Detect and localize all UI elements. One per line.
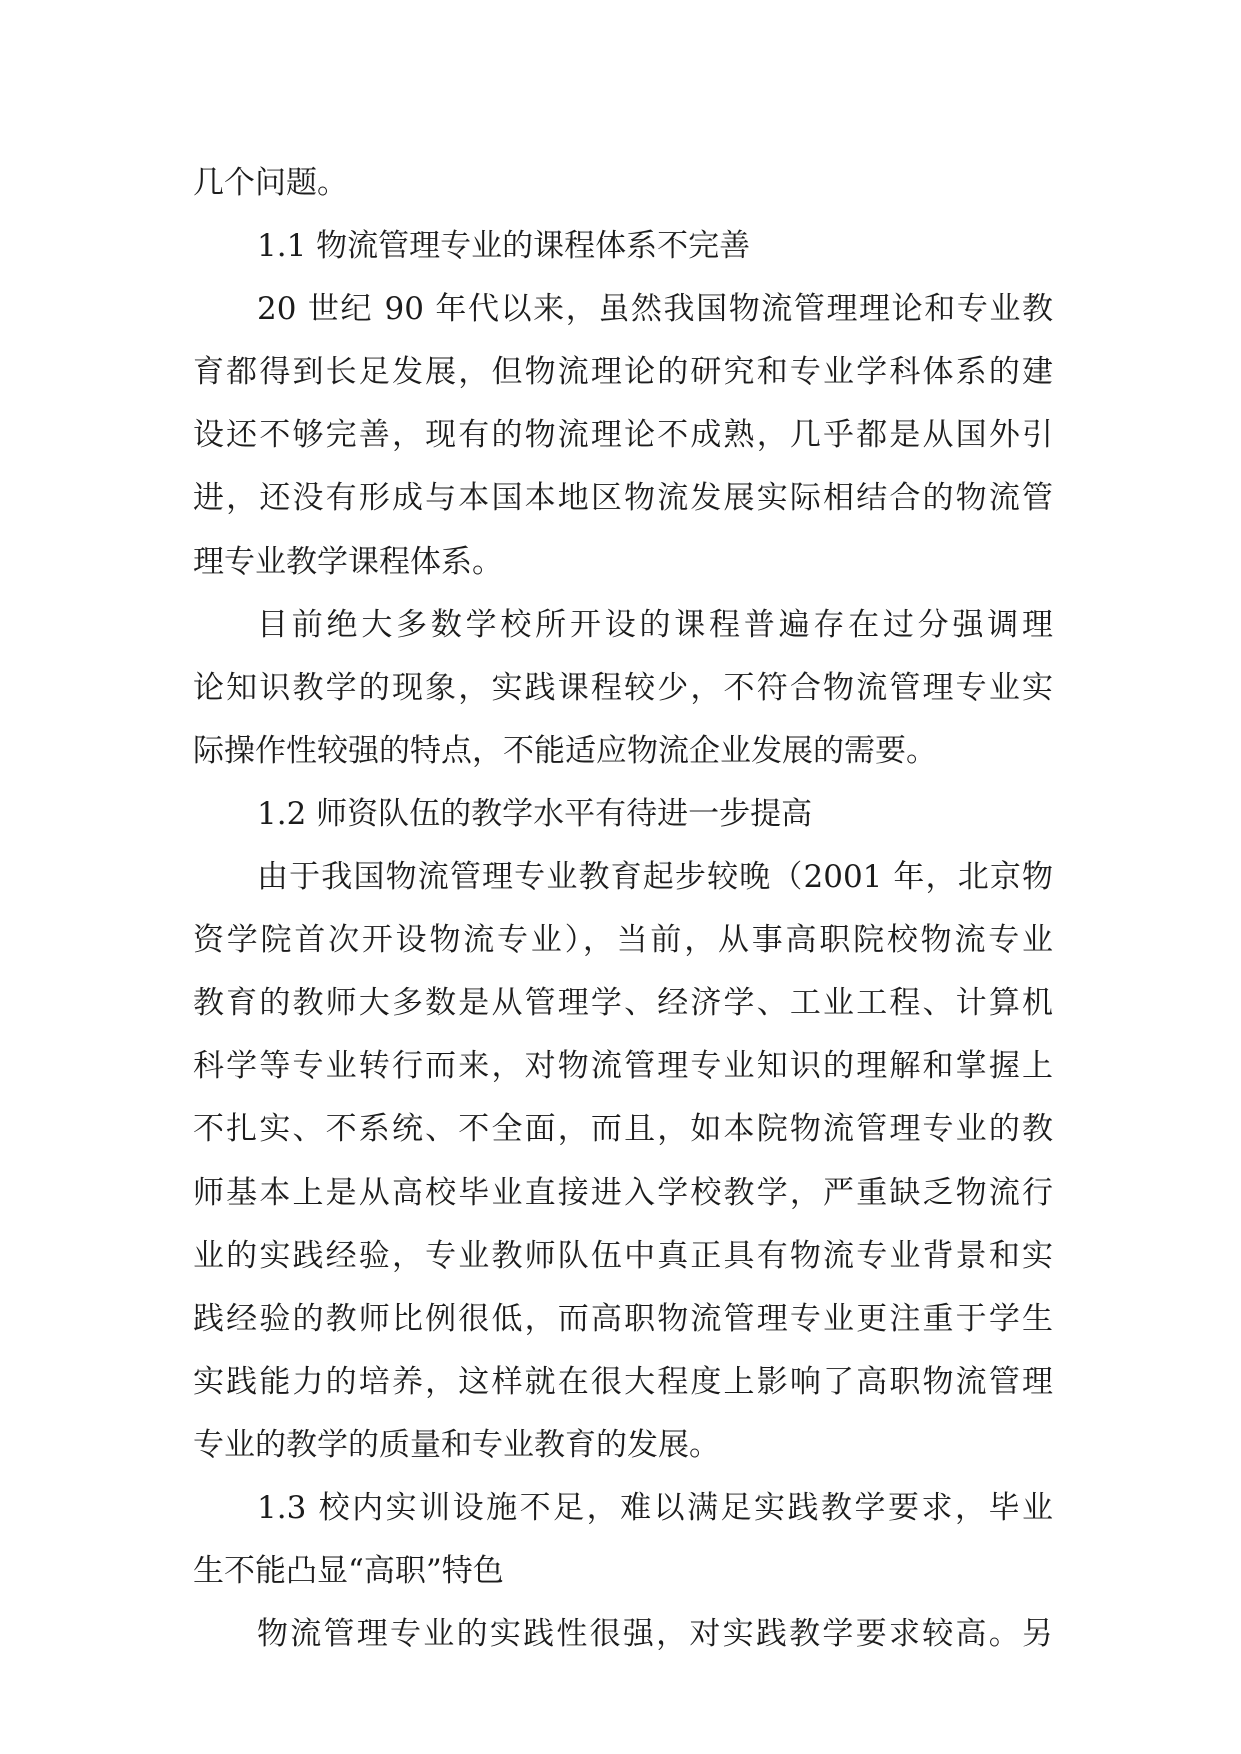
text-line: 生不能凸显“高职”特色	[193, 1553, 504, 1590]
text-line: 科学等专业转行而来，对物流管理专业知识的理解和掌握上	[193, 1048, 1053, 1085]
text-line: 几个问题。	[193, 165, 348, 201]
text-line: 由于我国物流管理专业教育起步较晚（2001 年，北京物	[257, 859, 1053, 896]
text-line: 不扎实、不系统、不全面，而且，如本院物流管理专业的教	[193, 1111, 1053, 1148]
text-line: 目前绝大多数学校所开设的课程普遍存在过分强调理	[257, 606, 1053, 643]
text-line: 20 世纪 90 年代以来，虽然我国物流管理理论和专业教	[257, 291, 1053, 328]
section-heading: 1.3 校内实训设施不足，难以满足实践教学要求，毕业	[257, 1489, 1053, 1526]
text-line: 设还不够完善，现有的物流理论不成熟，几乎都是从国外引	[193, 417, 1053, 454]
text-line: 教育的教师大多数是从管理学、经济学、工业工程、计算机	[193, 985, 1053, 1022]
text-line: 论知识教学的现象，实践课程较少，不符合物流管理专业实	[193, 669, 1053, 706]
section-heading: 1.1 物流管理专业的课程体系不完善	[257, 228, 751, 265]
text-line: 业的实践经验，专业教师队伍中真正具有物流专业背景和实	[193, 1237, 1053, 1274]
text-line: 师基本上是从高校毕业直接进入学校教学，严重缺乏物流行	[193, 1174, 1053, 1211]
text-line: 物流管理专业的实践性很强，对实践教学要求较高。另	[257, 1616, 1053, 1653]
text-line: 理专业教学课程体系。	[193, 543, 503, 580]
text-line: 进，还没有形成与本国本地区物流发展实际相结合的物流管	[193, 480, 1053, 517]
body-text	[193, 152, 1053, 1666]
text-line: 际操作性较强的特点，不能适应物流企业发展的需要。	[193, 732, 937, 769]
section-heading: 1.2 师资队伍的教学水平有待进一步提高	[257, 795, 813, 832]
text-line: 资学院首次开设物流专业），当前，从事高职院校物流专业	[193, 922, 1053, 959]
text-line: 践经验的教师比例很低，而高职物流管理专业更注重于学生	[193, 1300, 1053, 1337]
text-line: 实践能力的培养，这样就在很大程度上影响了高职物流管理	[193, 1363, 1053, 1400]
text-line: 育都得到长足发展，但物流理论的研究和专业学科体系的建	[193, 354, 1053, 391]
text-line: 专业的教学的质量和专业教育的发展。	[193, 1426, 720, 1463]
